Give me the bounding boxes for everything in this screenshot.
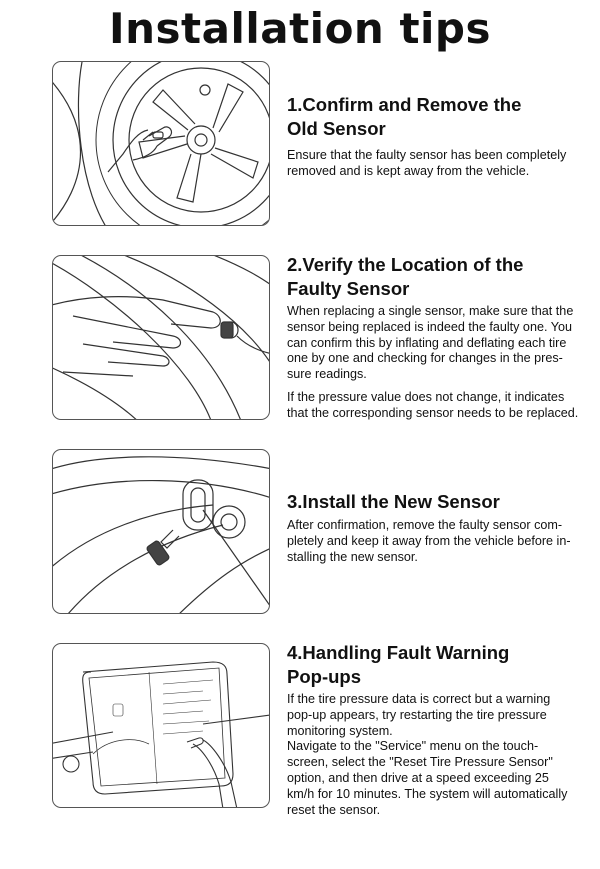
step-1-body: [287, 148, 583, 187]
step-2-title-text: 2.Verify the Location of the Faulty Sensor: [287, 254, 524, 299]
step-2-title: [287, 253, 582, 301]
step-3-title: [287, 490, 582, 514]
wheel-illustration: [52, 61, 270, 226]
step-4-title-text: 4.Handling Fault Warning Pop-ups: [287, 642, 510, 687]
step-2-paragraph: If the pressure value does not change, it indicates that the corresponding sensor needs to be replaced.: [287, 389, 579, 420]
page-title: Installation tips: [109, 4, 491, 53]
sensor-install-illustration: [52, 449, 270, 614]
step-4-body: [287, 692, 583, 825]
touchscreen-illustration: [52, 643, 270, 808]
step-1-title: [287, 93, 582, 141]
step-2-paragraph: When replacing a single sensor, make sure that the sensor being replaced is indeed the faulty one. You can confirm this by inflating and deflating each tire one by one and checking for changes in the pres- sure readings.: [287, 304, 574, 382]
step-3-body: [287, 518, 583, 572]
valve-check-illustration: [52, 255, 270, 420]
step-3-paragraph: After confirmation, remove the faulty sensor com- pletely and keep it away from the vehicle before in- stalling the new sensor.: [287, 518, 571, 564]
step-2-body: [287, 304, 583, 429]
step-1-title-text: 1.Confirm and Remove the Old Sensor: [287, 94, 522, 139]
step-3-title-text: 3.Install the New Sensor: [287, 491, 500, 512]
step-4-paragraph: If the tire pressure data is correct but a warning pop-up appears, try restarting the tire pressure monitoring system. Navigate to the "Service" menu on the touch- screen, select the "Reset Tire Pressure Sensor" option, and then drive at a speed exceeding 25 km/h for 10 minutes. The system will automatically reset the sensor.: [287, 692, 568, 817]
step-4-title: [287, 641, 582, 689]
step-1-paragraph: Ensure that the faulty sensor has been completely removed and is kept away from the vehicle.: [287, 148, 567, 178]
